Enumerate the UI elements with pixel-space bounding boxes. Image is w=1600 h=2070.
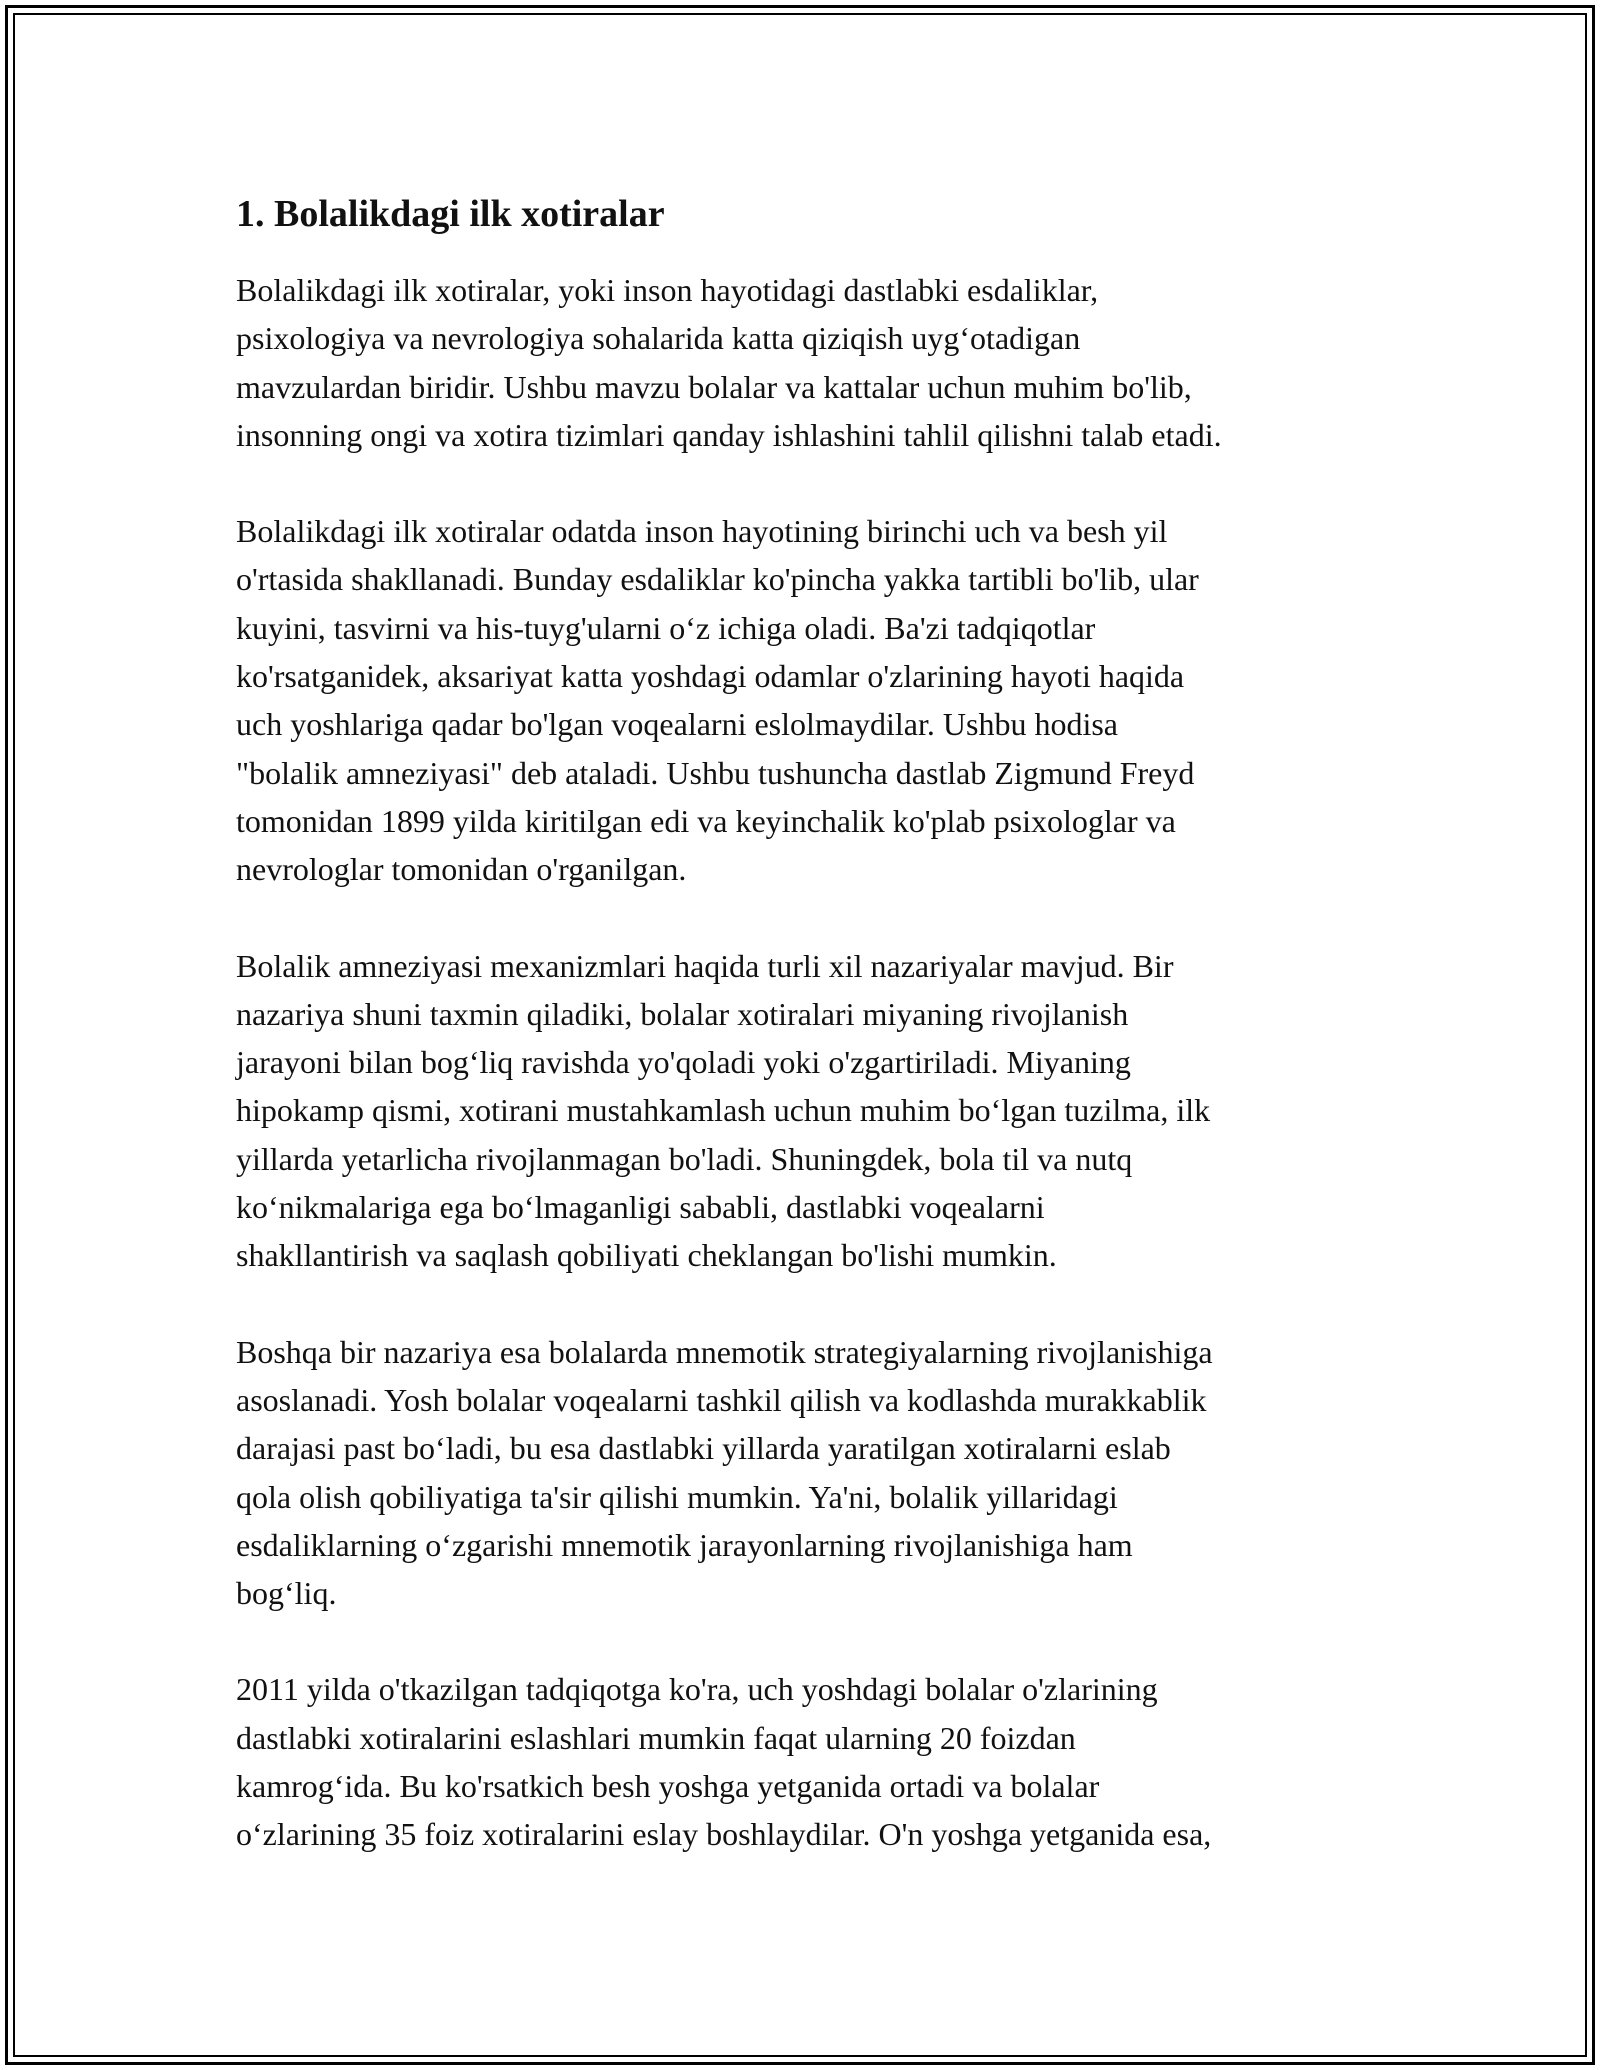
paragraph-2: [236, 507, 1376, 893]
text-line: qola olish qobiliyatiga ta'sir qilishi mumkin. Ya'ni, bolalik yillaridagi: [236, 1478, 1118, 1515]
text-line: asoslanadi. Yosh bolalar voqealarni tashkil qilish va kodlashda murakkablik: [236, 1381, 1207, 1418]
text-line: uch yoshlariga qadar bo'lgan voqealarni eslolmaydilar. Ushbu hodisa: [236, 706, 1118, 743]
text-line: jarayoni bilan bogʻliq ravishda yo'qoladi yoki o'zgartiriladi. Miyaning: [236, 1044, 1131, 1081]
text-line: darajasi past boʻladi, bu esa dastlabki yillarda yaratilgan xotiralarni eslab: [236, 1430, 1171, 1467]
text-line: o'rtasida shakllanadi. Bunday esdaliklar ko'pincha yakka tartibli bo'lib, ular: [236, 561, 1199, 598]
text-line: koʻnikmalariga ega boʻlmaganligi sababli, dastlabki voqealarni: [236, 1189, 1045, 1226]
section-heading: 1. Bolalikdagi ilk xotiralar: [236, 193, 665, 235]
paragraph-5: [236, 1665, 1376, 1858]
paragraph-1: [236, 266, 1376, 459]
text-line: dastlabki xotiralarini eslashlari mumkin faqat ularning 20 foizdan: [236, 1719, 1076, 1756]
text-line: yillarda yetarlicha rivojlanmagan bo'ladi. Shuningdek, bola til va nutq: [236, 1140, 1133, 1177]
text-line: tomonidan 1899 yilda kiritilgan edi va keyinchalik ko'plab psixologlar va: [236, 802, 1176, 839]
text-line: nevrologlar tomonidan o'rganilgan.: [236, 851, 687, 888]
text-line: Bolalikdagi ilk xotiralar odatda inson hayotining birinchi uch va besh yil: [236, 513, 1168, 550]
text-line: 2011 yilda o'tkazilgan tadqiqotga ko'ra, uch yoshdagi bolalar o'zlarining: [236, 1671, 1158, 1708]
text-line: psixologiya va nevrologiya sohalarida katta qiziqish uygʻotadigan: [236, 320, 1081, 357]
text-line: Boshqa bir nazariya esa bolalarda mnemotik strategiyalarning rivojlanishiga: [236, 1333, 1213, 1370]
document-body: [236, 184, 1376, 1907]
text-line: esdaliklarning oʻzgarishi mnemotik jarayonlarning rivojlanishiga ham: [236, 1526, 1133, 1563]
text-line: "bolalik amneziyasi" deb ataladi. Ushbu tushuncha dastlab Zigmund Freyd: [236, 754, 1195, 791]
text-line: oʻzlarining 35 foiz xotiralarini eslay boshlaydilar. O'n yoshga yetganida esa,: [236, 1816, 1212, 1853]
text-line: shakllantirish va saqlash qobiliyati cheklangan bo'lishi mumkin.: [236, 1237, 1057, 1274]
paragraph-4: [236, 1328, 1376, 1618]
text-line: ko'rsatganidek, aksariyat katta yoshdagi odamlar o'zlarining hayoti haqida: [236, 658, 1185, 695]
text-line: kuyini, tasvirni va his-tuyg'ularni oʻz ichiga oladi. Ba'zi tadqiqotlar: [236, 609, 1096, 646]
text-line: kamrogʻida. Bu ko'rsatkich besh yoshga yetganida ortadi va bolalar: [236, 1768, 1100, 1805]
text-line: bogʻliq.: [236, 1575, 337, 1612]
text-line: nazariya shuni taxmin qiladiki, bolalar xotiralari miyaning rivojlanish: [236, 995, 1129, 1032]
text-line: insonning ongi va xotira tizimlari qanday ishlashini tahlil qilishni talab etadi.: [236, 416, 1222, 453]
text-line: Bolalikdagi ilk xotiralar, yoki inson hayotidagi dastlabki esdaliklar,: [236, 272, 1099, 308]
text-line: mavzulardan biridir. Ushbu mavzu bolalar va kattalar uchun muhim bo'lib,: [236, 368, 1192, 405]
text-line: hipokamp qismi, xotirani mustahkamlash uchun muhim boʻlgan tuzilma, ilk: [236, 1092, 1211, 1129]
text-line: Bolalik amneziyasi mexanizmlari haqida turli xil nazariyalar mavjud. Bir: [236, 947, 1174, 984]
paragraph-3: [236, 942, 1376, 1280]
